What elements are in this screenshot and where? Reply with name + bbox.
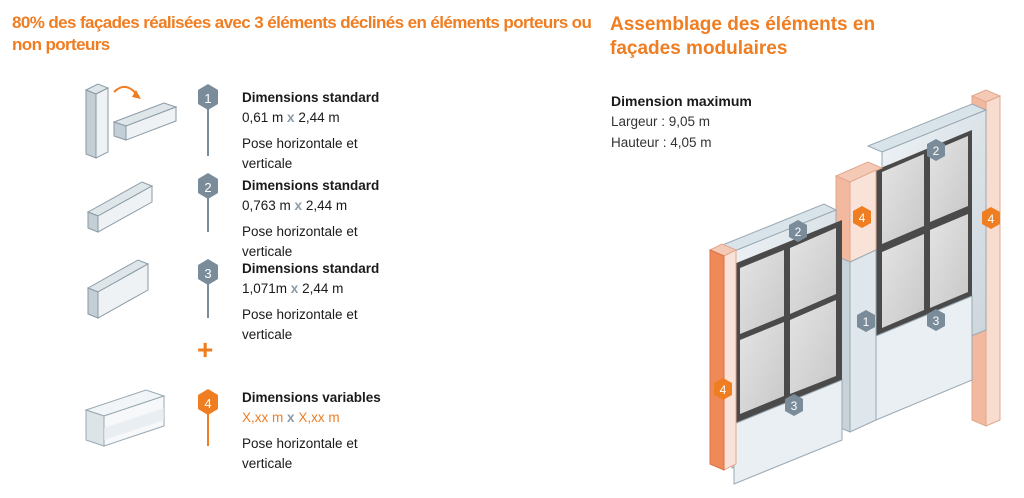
max-width: Largeur : 9,05 m — [611, 114, 711, 129]
item-2 — [242, 176, 402, 262]
item-3-title: Dimensions standard — [242, 261, 380, 276]
item-1-dimensions — [242, 108, 402, 128]
item-4-dim-a: X,xx m — [242, 410, 284, 425]
marker-4 — [198, 389, 218, 446]
svg-text:4: 4 — [204, 396, 212, 411]
item-1-x: x — [287, 110, 295, 125]
svg-text:4: 4 — [858, 211, 866, 225]
marker-3 — [198, 259, 218, 318]
item-1-title: Dimensions standard — [242, 90, 380, 105]
left-title: 80% des façades réalisées avec 3 éléments déclinés en éléments porteurs ou non porteurs — [12, 13, 592, 54]
item-3 — [242, 259, 402, 345]
svg-text:2: 2 — [204, 180, 212, 195]
svg-text:1: 1 — [862, 315, 870, 329]
element-2-drawing — [88, 182, 152, 232]
marker-2 — [198, 173, 218, 232]
item-1 — [242, 88, 402, 174]
item-1-dim-a: 0,61 m — [242, 110, 284, 125]
item-4-dimensions — [242, 408, 402, 428]
svg-text:3: 3 — [204, 266, 212, 281]
item-4-pose: Pose horizontale et verticale — [242, 436, 358, 471]
item-2-x: x — [294, 198, 303, 213]
item-3-x: x — [290, 281, 299, 296]
item-1-dim-b: 2,44 m — [298, 110, 340, 125]
item-2-pose: Pose horizontale et verticale — [242, 224, 358, 259]
item-1-pose: Pose horizontale et verticale — [242, 136, 358, 171]
svg-text:1: 1 — [204, 91, 212, 106]
svg-text:3: 3 — [790, 399, 798, 413]
svg-text:2: 2 — [794, 225, 802, 239]
item-2-dimensions — [242, 196, 402, 216]
marker-1 — [198, 84, 218, 156]
item-2-title: Dimensions standard — [242, 178, 380, 193]
facade-assembly — [710, 90, 1000, 484]
element-3-drawing — [88, 260, 148, 318]
item-4-dim-b: X,xx m — [298, 410, 340, 425]
item-2-dim-a: 0,763 m — [242, 198, 291, 213]
svg-text:2: 2 — [932, 144, 940, 158]
max-height: Hauteur : 4,05 m — [611, 135, 712, 150]
item-4-title: Dimensions variables — [242, 390, 381, 405]
plus-sign: + — [197, 334, 214, 365]
item-4-x: x — [287, 410, 295, 425]
item-3-pose: Pose horizontale et verticale — [242, 307, 358, 342]
svg-text:4: 4 — [987, 212, 995, 226]
item-3-dim-a: 1,071m — [242, 281, 288, 296]
element-1-drawing — [86, 84, 176, 158]
item-3-dim-b: 2,44 m — [302, 281, 344, 296]
dimension-max-heading: Dimension maximum — [611, 93, 752, 109]
element-4-drawing — [86, 390, 164, 446]
item-3-dimensions — [242, 279, 402, 299]
item-2-dim-b: 2,44 m — [305, 198, 348, 213]
svg-text:4: 4 — [719, 383, 727, 397]
svg-text:3: 3 — [932, 314, 940, 328]
right-title: Assemblage des éléments en façades modulaires — [610, 14, 876, 59]
item-4 — [242, 388, 402, 474]
